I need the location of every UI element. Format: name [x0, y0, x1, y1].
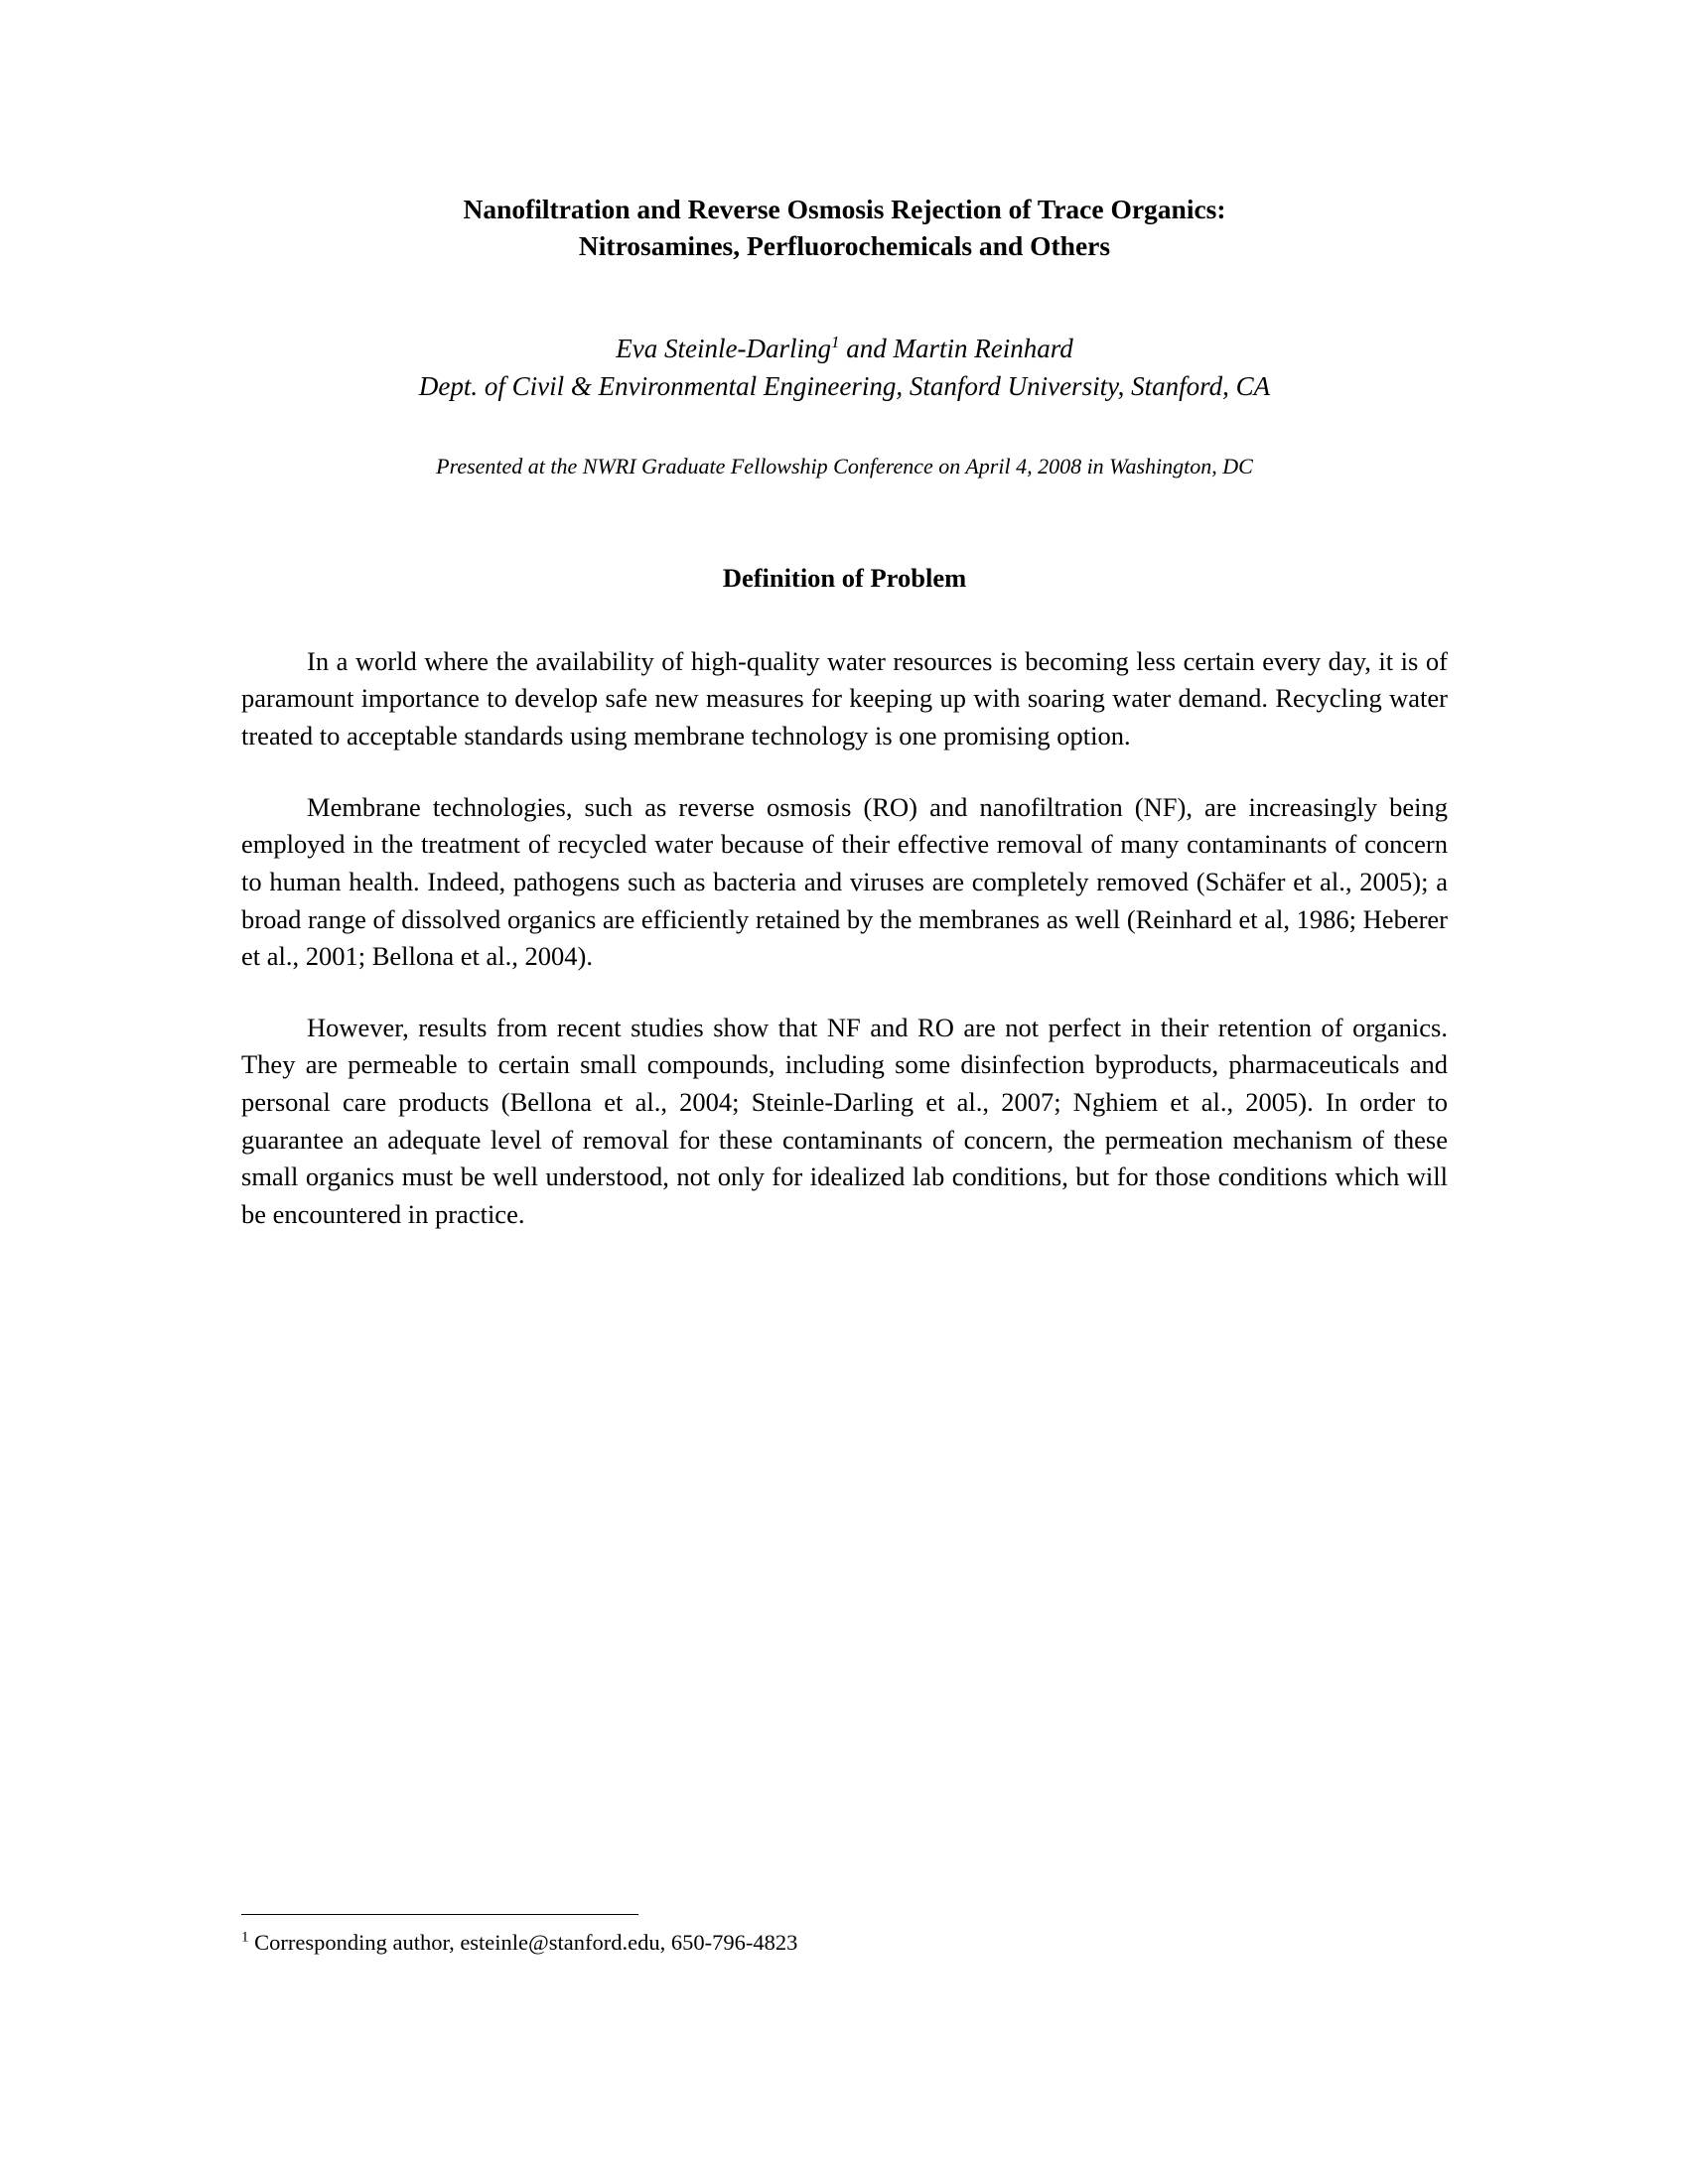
section-heading-definition-of-problem: Definition of Problem: [722, 562, 967, 593]
author-names: Eva Steinle-Darling: [616, 334, 831, 364]
footnote-marker: 1: [241, 1929, 249, 1946]
footnote: [241, 1928, 1448, 1957]
footnote-area: [241, 1914, 1448, 1957]
paper-title-line-1: Nanofiltration and Reverse Osmosis Rejection of Trace Organics:: [463, 194, 1226, 224]
body-paragraph: In a world where the availability of high-quality water resources is becoming less certain every day, it is of paramount importance to develop safe new measures for keeping up with soaring water demand. Recycling water treated to acceptable standards using membrane technology is one promising option.: [241, 645, 1448, 751]
paper-title: [241, 192, 1448, 264]
author-block: [241, 330, 1448, 406]
document-content: [241, 0, 1448, 1234]
footnote-separator-rule: [241, 1914, 638, 1915]
author-affiliation: Dept. of Civil & Environmental Engineering, Stanford University, Stanford, CA: [418, 371, 1271, 402]
author-footnote-marker: 1: [830, 333, 840, 352]
body-paragraph: However, results from recent studies show that NF and RO are not perfect in their retention of organics. They are permeable to certain small compounds, including some disinfection byproducts, pharmaceuticals and personal care products (Bellona et al., 2004; Steinle-Darling et al., 2007; Nghiem et al., 2005). In order to guarantee an adequate level of removal for these contaminants of concern, the permeation mechanism of these small organics must be well understood, not only for idealized lab conditions, but for those conditions which will be encountered in practice.: [241, 1012, 1448, 1229]
presentation-note: Presented at the NWRI Graduate Fellowship Conference on April 4, 2008 in Washington, DC: [436, 453, 1253, 478]
author-names-rest: and Martin Reinhard: [839, 334, 1073, 364]
body-paragraph: Membrane technologies, such as reverse osmosis (RO) and nanofiltration (NF), are increasingly being employed in the treatment of recycled water because of their effective removal of many contaminants of concern to human health. Indeed, pathogens such as bacteria and viruses are completely removed (Schäfer et al., 2005); a broad range of dissolved organics are efficiently retained by the membranes as well (Reinhard et al, 1986; Heberer et al., 2001; Bellona et al., 2004).: [241, 791, 1448, 972]
footnote-text: Corresponding author, esteinle@stanford.edu, 650-796-4823: [248, 1930, 798, 1955]
paper-title-line-2: Nitrosamines, Perfluorochemicals and Others: [578, 229, 1111, 261]
